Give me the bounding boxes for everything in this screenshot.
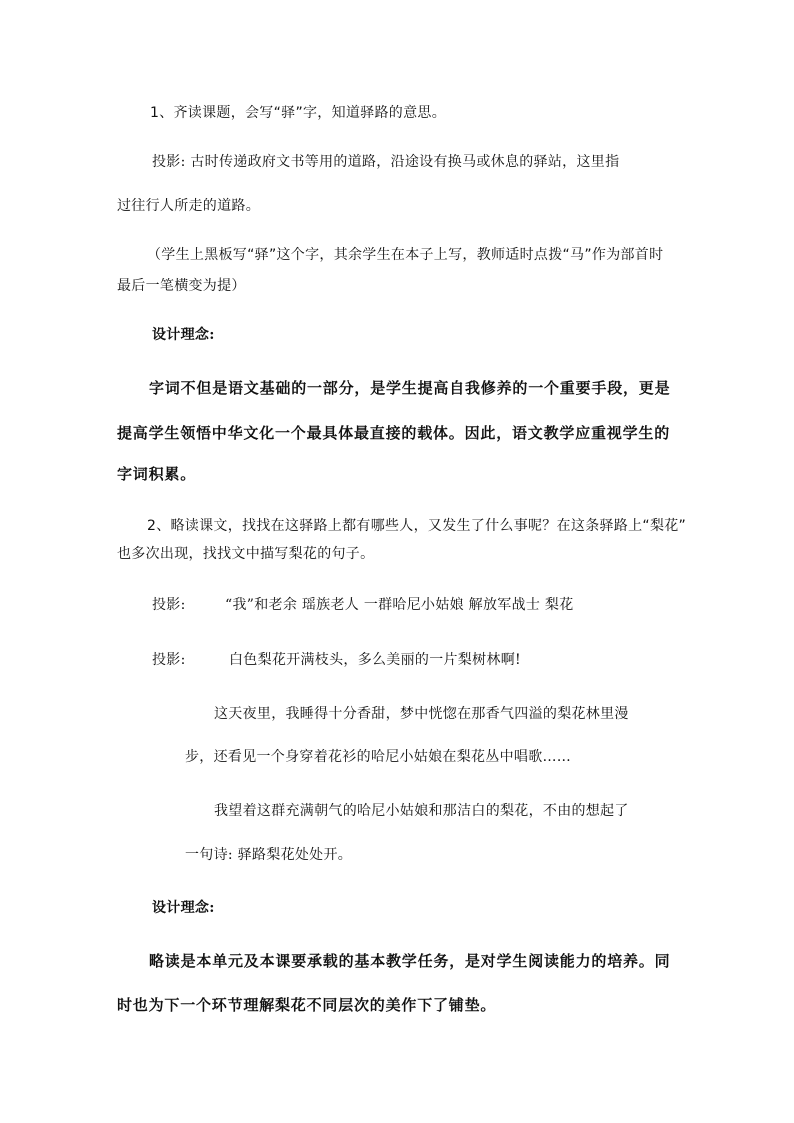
design-concept-1-line3: 字词积累。 [117, 465, 197, 483]
design-concept-1-line2: 提高学生领悟中华文化一个最具体最直接的载体。因此，语文教学应重视学生的 [117, 424, 671, 442]
projection2-content: “我”和老余 瑶族老人 一群哈尼小姑娘 解放军战士 梨花 [225, 597, 574, 613]
note1-line2: 最后一笔横变为提） [117, 278, 246, 294]
projection3-para3-line1: 我望着这群充满朝气的哈尼小姑娘和那洁白的梨花，不由的想起了 [214, 803, 629, 819]
item2-line1: 2、略读课文，找找在这驿路上都有哪些人，又发生了什么事呢？在这条驿路上“梨花” [147, 518, 687, 534]
projection3-line1: 白色梨花开满枝头，多么美丽的一片梨树林啊! [229, 652, 521, 668]
design-concept-1-heading: 设计理念: [152, 327, 215, 343]
projection3-para2-line2: 步，还看见一个身穿着花衫的哈尼小姑娘在梨花丛中唱歌…… [185, 749, 572, 765]
projection3-para2-line1: 这天夜里，我睡得十分香甜，梦中恍惚在那香气四溢的梨花林里漫 [214, 706, 629, 722]
projection1-line1: 投影: 古时传递政府文书等用的道路，沿途设有换马或休息的驿站，这里指 [152, 154, 620, 170]
projection3-label: 投影: [152, 652, 186, 668]
projection1-line2: 过往行人所走的道路。 [117, 198, 260, 214]
design-concept-2-line1: 略读是本单元及本课要承载的基本教学任务，是对学生阅读能力的培养。同 [149, 952, 671, 970]
design-concept-1-line1: 字词不但是语文基础的一部分，是学生提高自我修养的一个重要手段，更是 [149, 379, 671, 397]
design-concept-2-heading: 设计理念: [152, 900, 215, 916]
note1-line1: （学生上黑板写“驿”这个字，其余学生在本子上写，教师适时点拨“马”作为部首时 [147, 247, 664, 263]
projection2-label: 投影: [152, 597, 186, 613]
projection3-para3-line2: 一句诗: 驿路梨花处处开。 [185, 847, 353, 863]
item2-line2: 也多次出现，找找文中描写梨花的句子。 [117, 546, 375, 562]
design-concept-2-line2: 时也为下一个环节理解梨花不同层次的美作下了铺垫。 [117, 996, 497, 1014]
item1-line1: 1、齐读课题，会写“驿”字，知道驿路的意思。 [150, 105, 447, 121]
